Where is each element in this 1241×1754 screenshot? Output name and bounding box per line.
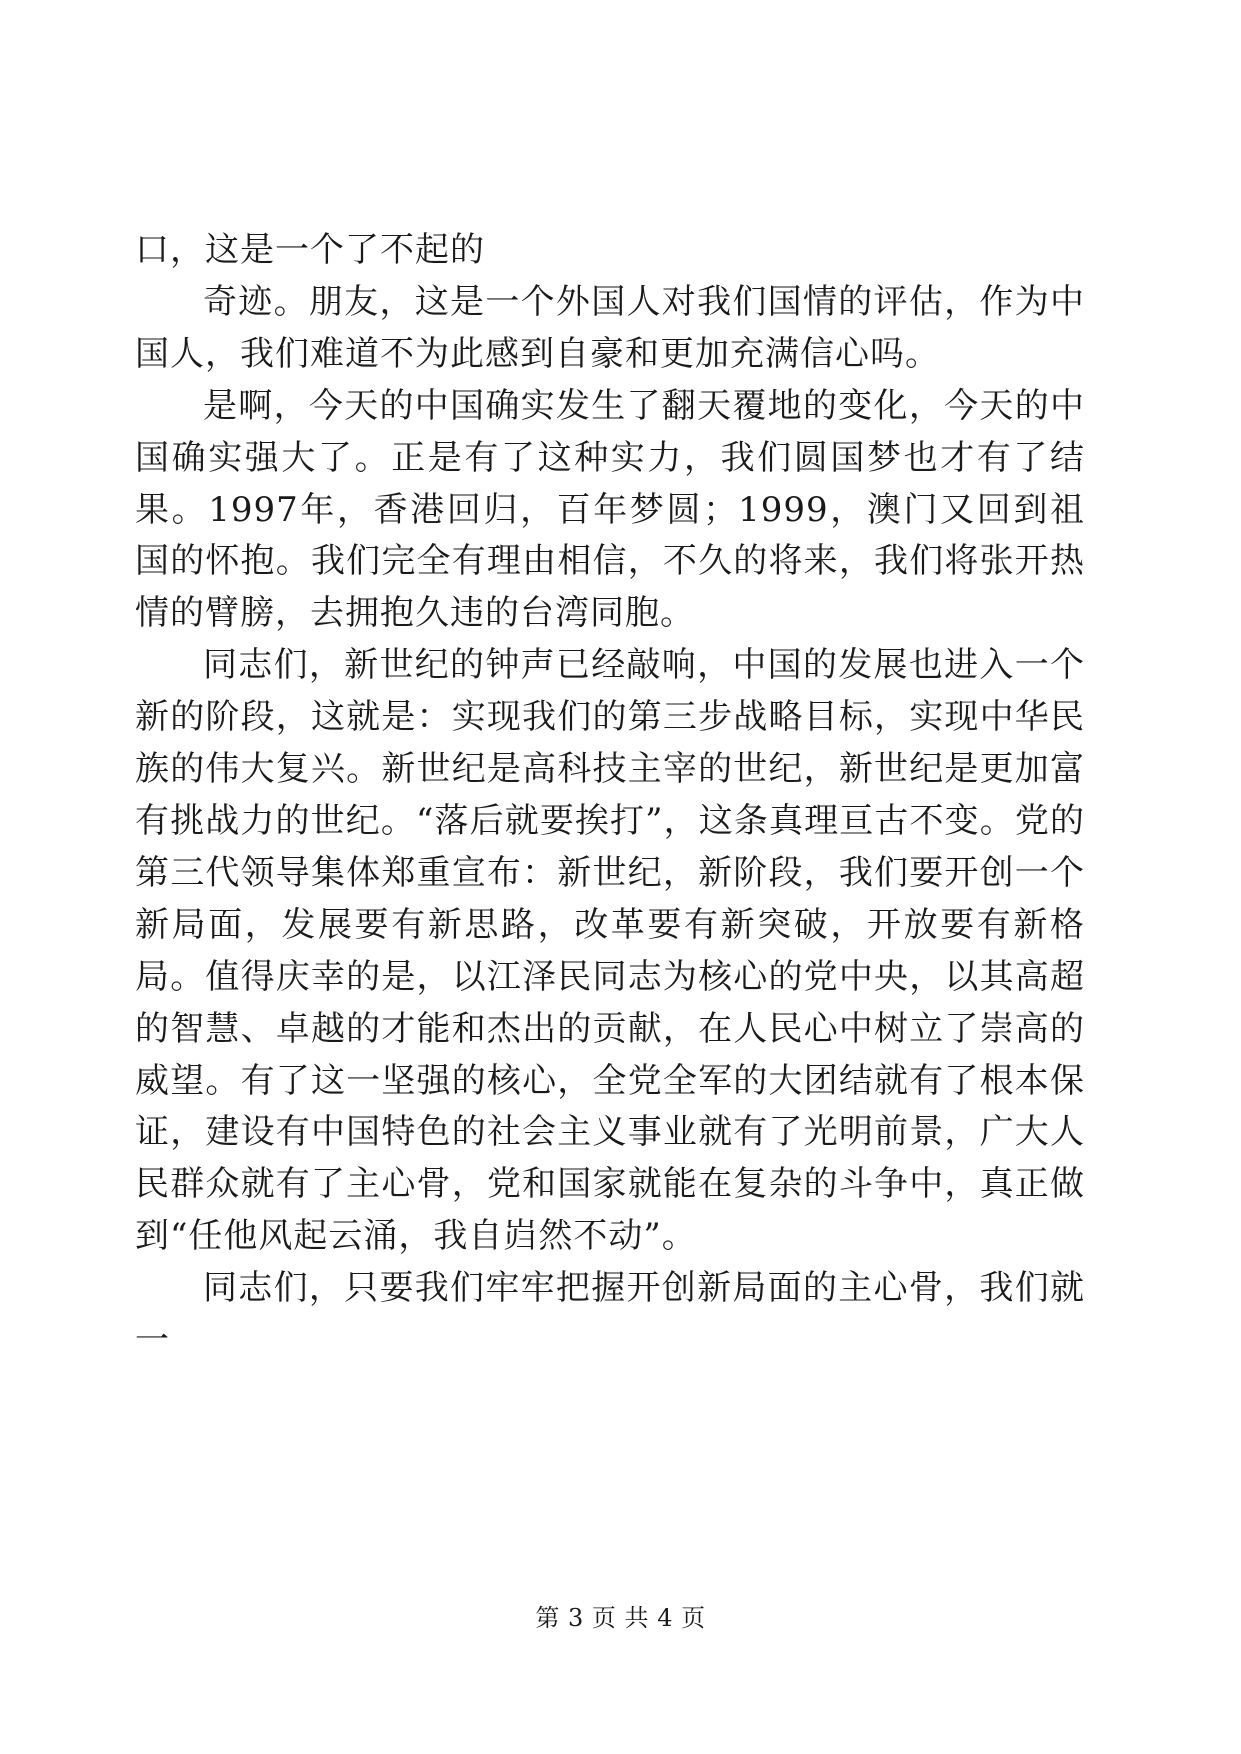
document-body	[135, 225, 1085, 1367]
paragraph-new-century: 同志们，新世纪的钟声已经敲响，中国的发展也进入一个新的阶段，这就是：实现我们的第三步战略目标，实现中华民族的伟大复兴。新世纪是高科技主宰的世纪，新世纪是更加富有挑战力的世纪。“落后就要挨打”，这条真理亘古不变。党的第三代领导集体郑重宣布：新世纪，新阶段，我们要开创一个新局面，发展要有新思路，改革要有新突破，开放要有新格局。值得庆幸的是，以江泽民同志为核心的党中央，以其高超的智慧、卓越的才能和杰出的贡献，在人民心中树立了崇高的威望。有了这一坚强的核心，全党全军的大团结就有了根本保证，建设有中国特色的社会主义事业就有了光明前景，广大人民群众就有了主心骨，党和国家就能在复杂的斗争中，真正做到“任他风起云涌，我自岿然不动”。	[135, 645, 1085, 1257]
paragraph-foreign-assessment: 奇迹。朋友，这是一个外国人对我们国情的评估，作为中国人，我们难道不为此感到自豪和更加充满信心吗。	[135, 281, 1085, 374]
page-footer: 第 3 页 共 4 页	[535, 1604, 706, 1632]
paragraph-continuation: 口，这是一个了不起的	[135, 230, 485, 270]
paragraph-closing: 同志们，只要我们牢牢把握开创新局面的主心骨，我们就一	[135, 1268, 1085, 1361]
paragraph-china-strong: 是啊，今天的中国确实发生了翻天覆地的变化，今天的中国确实强大了。正是有了这种实力，我们圆国梦也才有了结果。1997年，香港回归，百年梦圆；1999，澳门又回到祖国的怀抱。我们完全有理由相信，不久的将来，我们将张开热情的臂膀，去拥抱久违的台湾同胞。	[135, 385, 1085, 634]
